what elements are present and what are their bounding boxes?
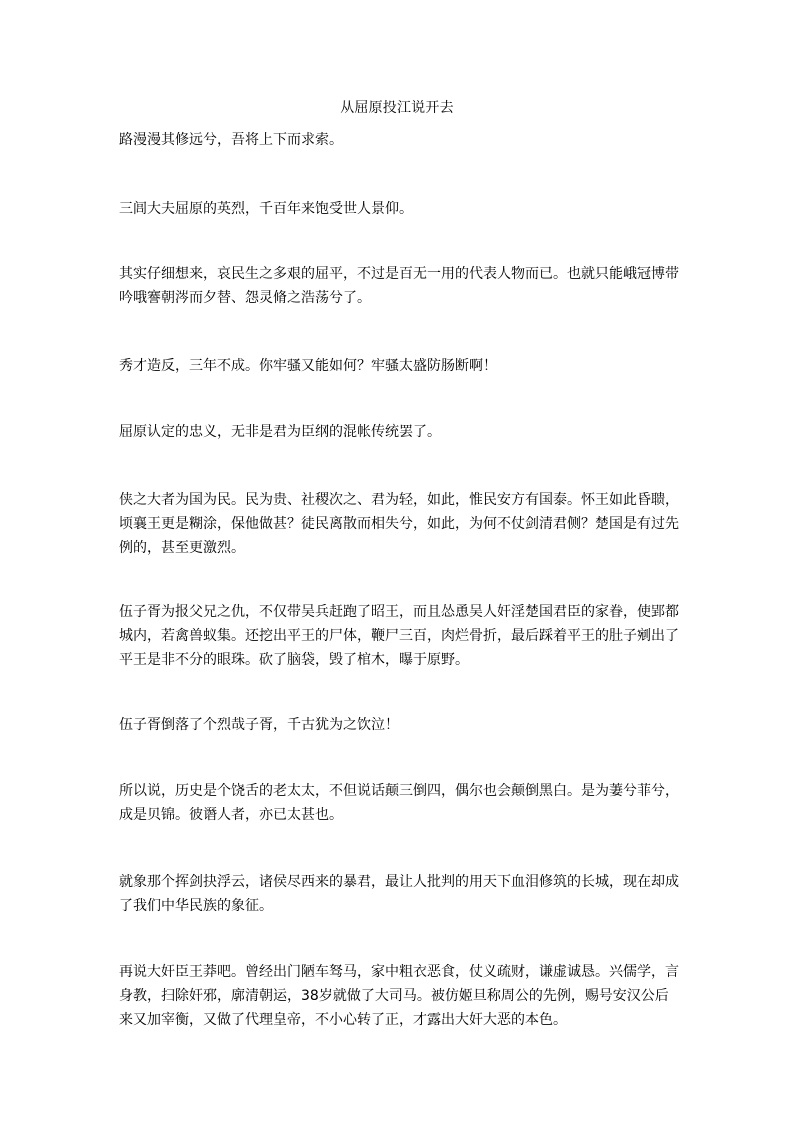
paragraph-line: 例的，甚至更激烈。 — [119, 540, 245, 556]
paragraph — [119, 960, 684, 1032]
paragraph-line: 再说大奸臣王莽吧。曾经出门陋车驽马，家中粗衣恶食，仗义疏财，谦虚诚恳。兴儒学，言 — [119, 964, 679, 980]
paragraph-line: 城内，若禽兽蚁集。还挖出平王的尸体，鞭尸三百，肉烂骨折，最后踩着平王的肚子剜出了 — [119, 628, 679, 644]
paragraph-line: 来又加宰衡，又做了代理皇帝，不小心转了正，才露出大奸大恶的本色。 — [119, 1012, 567, 1028]
paragraph-line: 侠之大者为国为民。民为贵、社稷次之、君为轻，如此，惟民安方有国泰。怀王如此昏聩， — [119, 492, 679, 508]
paragraph — [119, 600, 684, 672]
paragraph-line: 路漫漫其修远兮，吾将上下而求索。 — [119, 132, 343, 148]
paragraph-line: 秀才造反，三年不成。你牢骚又能如何？牢骚太盛防肠断啊！ — [119, 358, 497, 374]
paragraph-line: 吟哦謇朝涔而夕替、怨灵脩之浩荡兮了。 — [119, 290, 371, 306]
paragraph — [119, 779, 684, 827]
paragraph — [119, 354, 684, 378]
paragraph-line: 了我们中华民族的象征。 — [119, 898, 273, 914]
paragraph-line: 屈原认定的忠义，无非是君为臣纲的混帐传统罢了。 — [119, 424, 441, 440]
paragraph-line: 平王是非不分的眼珠。砍了脑袋，毁了棺木，曝于原野。 — [119, 652, 469, 668]
paragraph-line: 就象那个挥剑抉浮云，诸侯尽西来的暴君，最让人批判的用天下血泪修筑的长城，现在却成 — [119, 874, 679, 890]
paragraph-line: 其实仔细想来，哀民生之多艰的屈平，不过是百无一用的代表人物而已。也就只能峨冠博带 — [119, 266, 679, 282]
paragraph-line: 伍子胥为报父兄之仇，不仅带吴兵赶跑了昭王，而且怂恿吴人奸淫楚国君臣的家眷，使郢都 — [119, 604, 679, 620]
paragraph — [119, 197, 684, 221]
paragraph-line: 成是贝锦。彼谮人者，亦已太甚也。 — [119, 807, 343, 823]
paragraph-line: 三闾大夫屈原的英烈，千百年来饱受世人景仰。 — [119, 201, 413, 217]
paragraph — [119, 420, 684, 444]
paragraph-line: 身教，扫除奸邪，廓清朝运，38岁就做了大司马。被仿姬旦称周公的先例，赐号安汉公后 — [119, 988, 669, 1004]
paragraph — [119, 870, 684, 918]
paragraph-line: 伍子胥倒落了个烈哉子胥，千古犹为之饮泣！ — [119, 717, 399, 733]
paragraph-line: 顷襄王更是糊涂，保他做甚？徒民离散而相失兮，如此，为何不仗剑清君侧？楚国是有过先 — [119, 516, 679, 532]
paragraph — [119, 262, 684, 310]
paragraph — [119, 713, 684, 737]
paragraph — [119, 128, 684, 152]
document-title: 从屈原投江说开去 — [340, 100, 454, 116]
paragraph — [119, 488, 684, 560]
paragraph-line: 所以说，历史是个饶舌的老太太，不但说话颠三倒四，偶尔也会颠倒黑白。是为萋兮菲兮， — [119, 783, 679, 799]
